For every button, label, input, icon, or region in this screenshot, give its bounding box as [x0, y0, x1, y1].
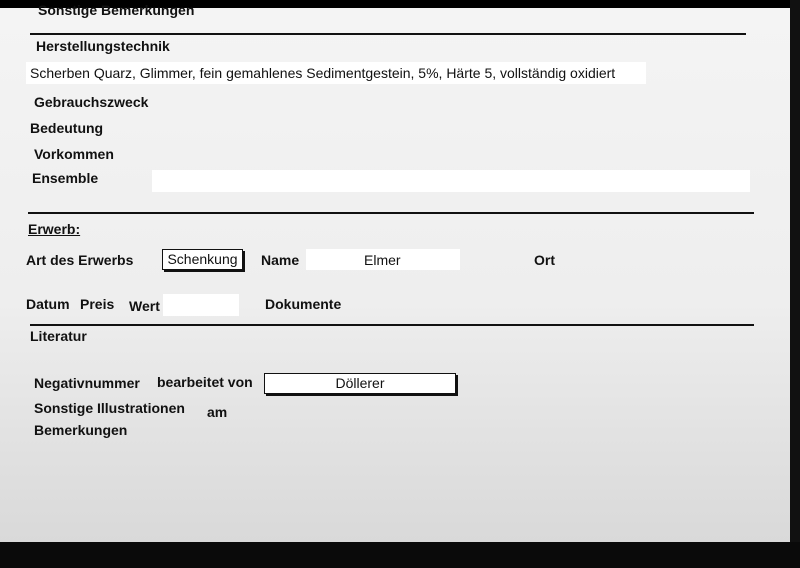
sonstige-illustrationen-label: Sonstige Illustrationen [34, 400, 185, 416]
name-label: Name [261, 252, 300, 268]
divider [30, 324, 754, 326]
gebrauchszweck-label: Gebrauchszweck [34, 94, 149, 110]
literatur-label: Literatur [30, 328, 87, 344]
bemerkungen-label: Bemerkungen [34, 422, 128, 438]
ensemble-field[interactable] [152, 170, 750, 192]
wert-field[interactable] [163, 294, 239, 316]
scan-edge-right [790, 0, 800, 568]
am-label: am [207, 404, 228, 420]
art-des-erwerbs-label: Art des Erwerbs [26, 252, 134, 268]
herstellungstechnik-value: Scherben Quarz, Glimmer, fein gemahlenes Sedimentgestein, 5%, Härte 5, vollständig oxidiert [30, 65, 616, 81]
bedeutung-label: Bedeutung [30, 120, 104, 136]
sonstige-bemerkungen-label: Sonstige Bemerkungen [38, 2, 195, 18]
bearbeitet-von-label: bearbeitet von [157, 374, 253, 390]
herstellungstechnik-label: Herstellungstechnik [36, 38, 170, 54]
art-des-erwerbs-field[interactable]: Schenkung [162, 249, 243, 270]
datum-label: Datum [26, 296, 70, 312]
scan-edge-bottom [0, 542, 800, 568]
ensemble-label: Ensemble [32, 170, 99, 186]
negativnummer-label: Negativnummer [34, 375, 140, 391]
divider [28, 212, 754, 214]
wert-label: Wert [129, 298, 160, 314]
ort-label: Ort [534, 252, 555, 268]
bearbeitet-von-field[interactable]: Döllerer [264, 373, 456, 394]
dokumente-label: Dokumente [265, 296, 342, 312]
name-value: Elmer [364, 252, 401, 268]
preis-label: Preis [80, 296, 115, 312]
vorkommen-label: Vorkommen [34, 146, 114, 162]
divider [30, 33, 746, 35]
scanned-form-page [0, 8, 790, 542]
erwerb-heading: Erwerb: [28, 221, 81, 237]
